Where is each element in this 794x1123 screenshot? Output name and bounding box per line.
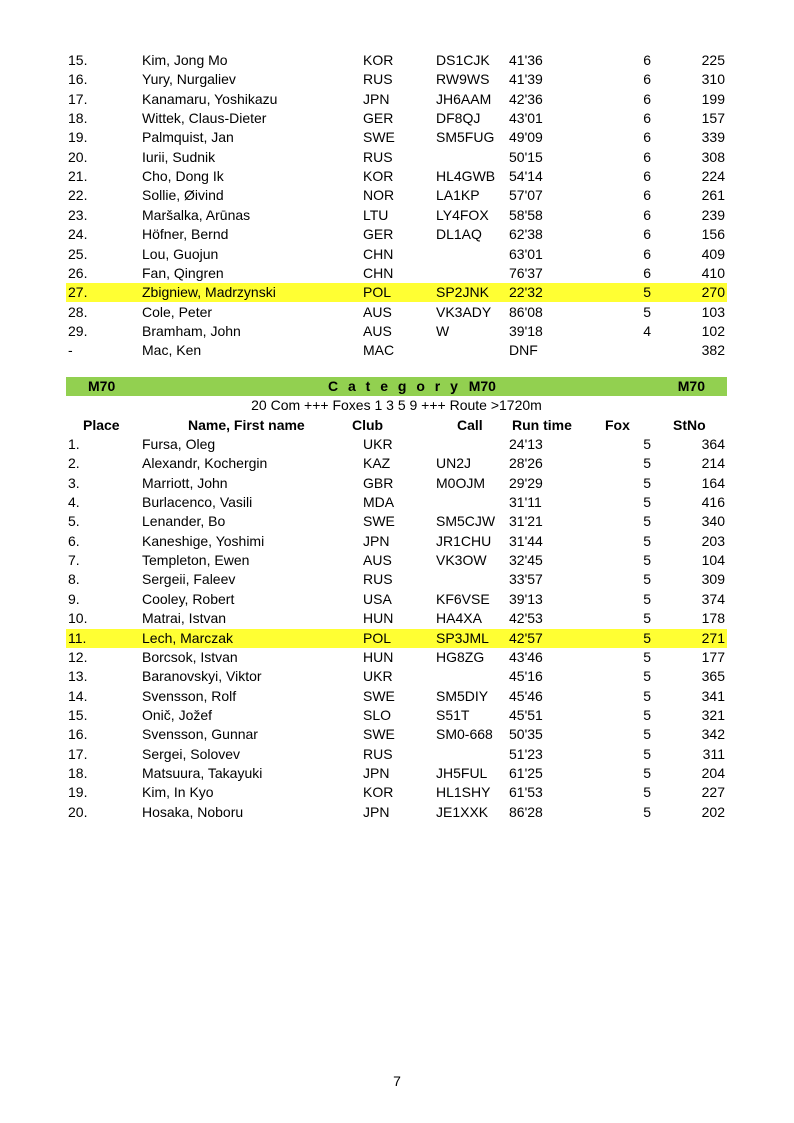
place-cell: 19. — [68, 784, 88, 801]
club-cell: UKR — [363, 668, 393, 685]
place-cell: 6. — [68, 532, 80, 549]
table-row — [66, 186, 727, 205]
name-cell: Lenander, Bo — [142, 513, 226, 530]
place-cell: 29. — [68, 322, 88, 339]
stno-cell: 341 — [701, 687, 725, 704]
run-time-cell: 42'53 — [509, 610, 543, 627]
place-cell: 5. — [68, 513, 80, 530]
place-cell: 27. — [68, 284, 88, 301]
club-cell: AUS — [363, 303, 392, 320]
table-row — [66, 803, 727, 822]
club-cell: HUN — [363, 610, 394, 627]
club-cell: SWE — [363, 129, 395, 146]
column-headers — [66, 416, 727, 435]
table-row — [66, 687, 727, 706]
run-time-cell: 39'18 — [509, 322, 543, 339]
run-time-cell: 39'13 — [509, 590, 543, 607]
category-header-bar — [66, 377, 727, 396]
fox-cell: 5 — [643, 706, 651, 723]
stno-cell: 374 — [701, 590, 725, 607]
call-cell: DF8QJ — [436, 110, 481, 127]
name-cell: Lou, Guojun — [142, 245, 219, 262]
club-cell: JPN — [363, 532, 390, 549]
table-row — [66, 648, 727, 667]
stno-cell: 164 — [701, 474, 725, 491]
place-cell: 15. — [68, 52, 88, 68]
place-cell: 21. — [68, 168, 88, 185]
name-cell: Kim, Jong Mo — [142, 52, 228, 68]
stno-cell: 308 — [701, 148, 725, 165]
table-row — [66, 474, 727, 493]
name-cell: Kim, In Kyo — [142, 784, 214, 801]
name-cell: Mac, Ken — [142, 342, 202, 359]
call-cell: M0OJM — [436, 474, 485, 491]
name-cell: Templeton, Ewen — [142, 552, 250, 569]
category-right-label: M70 — [677, 378, 705, 394]
stno-cell: 410 — [701, 264, 725, 281]
club-cell: JPN — [363, 764, 390, 781]
stno-cell: 204 — [701, 764, 725, 781]
club-cell: GER — [363, 110, 394, 127]
fox-cell: 5 — [643, 436, 651, 452]
call-cell: S51T — [436, 706, 470, 723]
run-time-cell: 22'32 — [509, 284, 543, 301]
place-cell: 1. — [68, 436, 80, 452]
place-cell: 11. — [68, 629, 87, 646]
table-row — [66, 322, 727, 341]
place-cell: 10. — [68, 610, 88, 627]
fox-cell: 5 — [643, 494, 651, 511]
table-row — [66, 493, 727, 512]
club-cell: RUS — [363, 571, 393, 588]
name-cell: Lech, Marczak — [142, 629, 234, 646]
run-time-cell: 62'38 — [509, 226, 543, 243]
table-row — [66, 245, 727, 264]
header-stno: StNo — [673, 417, 706, 433]
run-time-cell: 31'21 — [509, 513, 543, 530]
place-cell: 13. — [68, 668, 88, 685]
fox-cell: 6 — [643, 168, 651, 185]
name-cell: Onič, Jožef — [142, 706, 213, 723]
fox-cell: 5 — [643, 648, 651, 665]
table-row — [66, 435, 727, 454]
place-cell: 26. — [68, 264, 88, 281]
call-cell: DS1CJK — [436, 52, 490, 68]
name-cell: Marriott, John — [142, 474, 228, 491]
place-cell: 25. — [68, 245, 88, 262]
place-cell: 16. — [68, 71, 88, 88]
run-time-cell: 51'23 — [509, 745, 543, 762]
stno-cell: 311 — [702, 745, 725, 762]
stno-cell: 227 — [701, 784, 725, 801]
club-cell: USA — [363, 590, 392, 607]
table-row — [66, 303, 727, 322]
name-cell: Maršalka, Arūnas — [142, 206, 251, 223]
call-cell: SM5CJW — [436, 513, 496, 530]
name-cell: Alexandr, Kochergin — [142, 455, 268, 472]
club-cell: SWE — [363, 726, 395, 743]
fox-cell: 5 — [643, 668, 651, 685]
table-row — [66, 51, 727, 70]
stno-cell: 199 — [701, 90, 725, 107]
fox-cell: 6 — [643, 129, 651, 146]
table-row — [66, 341, 727, 360]
run-time-cell: 31'44 — [509, 532, 543, 549]
stno-cell: 156 — [701, 226, 725, 243]
call-cell: HL1SHY — [436, 784, 491, 801]
name-cell: Svensson, Rolf — [142, 687, 237, 704]
run-time-cell: 61'53 — [509, 784, 543, 801]
place-cell: - — [68, 342, 73, 359]
header-run-time: Run time — [512, 417, 572, 433]
fox-cell: 5 — [643, 610, 651, 627]
run-time-cell: 45'51 — [509, 706, 543, 723]
place-cell: 9. — [68, 590, 80, 607]
place-cell: 28. — [68, 303, 88, 320]
club-cell: RUS — [363, 71, 393, 88]
header-place: Place — [83, 417, 120, 433]
run-time-cell: 43'01 — [509, 110, 543, 127]
club-cell: LTU — [363, 206, 389, 223]
fox-cell: 4 — [643, 322, 651, 339]
name-cell: Sergeii, Faleev — [142, 571, 236, 588]
table-row — [66, 590, 727, 609]
table-row — [66, 745, 727, 764]
run-time-cell: 49'09 — [509, 129, 543, 146]
fox-cell: 5 — [643, 552, 651, 569]
table-row — [66, 206, 727, 225]
call-cell: JR1CHU — [436, 532, 492, 549]
table-row — [66, 551, 727, 570]
call-cell: KF6VSE — [436, 590, 490, 607]
stno-cell: 321 — [701, 706, 725, 723]
fox-cell: 5 — [643, 784, 651, 801]
club-cell: RUS — [363, 745, 393, 762]
name-cell: Burlacenco, Vasili — [142, 494, 253, 511]
name-cell: Yury, Nurgaliev — [142, 71, 236, 88]
fox-cell: 5 — [643, 571, 651, 588]
call-cell: VK3OW — [436, 552, 487, 569]
run-time-cell: 32'45 — [509, 552, 543, 569]
table-row — [66, 629, 727, 648]
place-cell: 24. — [68, 226, 88, 243]
stno-cell: 364 — [701, 436, 725, 452]
place-cell: 16. — [68, 726, 88, 743]
table-row — [66, 532, 727, 551]
stno-cell: 382 — [701, 342, 725, 359]
place-cell: 8. — [68, 571, 80, 588]
run-time-cell: 58'58 — [509, 206, 543, 223]
name-cell: Borcsok, Istvan — [142, 648, 238, 665]
category-title — [328, 378, 496, 394]
club-cell: SWE — [363, 687, 395, 704]
club-cell: JPN — [363, 90, 390, 107]
club-cell: CHN — [363, 245, 394, 262]
club-cell: POL — [363, 629, 392, 646]
table-row — [66, 454, 727, 473]
stno-cell: 339 — [701, 129, 725, 146]
call-cell: UN2J — [436, 455, 472, 472]
name-cell: Zbigniew, Madrzynski — [142, 284, 276, 301]
club-cell: JPN — [363, 803, 390, 820]
run-time-cell: 63'01 — [509, 245, 543, 262]
route-info: 20 Com +++ Foxes 1 3 5 9 +++ Route >1720m — [251, 397, 542, 413]
stno-cell: 239 — [701, 206, 725, 223]
run-time-cell: 86'28 — [509, 803, 543, 820]
run-time-cell: 54'14 — [509, 168, 543, 185]
fox-cell: 5 — [643, 455, 651, 472]
stno-cell: 177 — [701, 648, 725, 665]
place-cell: 17. — [68, 90, 88, 107]
run-time-cell: 42'57 — [509, 629, 543, 646]
name-cell: Palmquist, Jan — [142, 129, 234, 146]
category-title-prefix: C a t e g o r y — [328, 378, 461, 394]
stno-cell: 104 — [701, 552, 725, 569]
fox-cell: 5 — [643, 590, 651, 607]
name-cell: Hosaka, Noboru — [142, 803, 244, 820]
run-time-cell: 29'29 — [509, 474, 543, 491]
stno-cell: 178 — [701, 610, 725, 627]
fox-cell: 5 — [643, 513, 651, 530]
category-left-label: M70 — [88, 378, 116, 394]
header-fox: Fox — [605, 417, 630, 433]
stno-cell: 157 — [701, 110, 725, 127]
club-cell: NOR — [363, 187, 395, 204]
run-time-cell: 41'36 — [509, 52, 543, 68]
run-time-cell: 50'15 — [509, 148, 543, 165]
run-time-cell: 45'46 — [509, 687, 543, 704]
call-cell: HG8ZG — [436, 648, 485, 665]
name-cell: Iurii, Sudnik — [142, 148, 216, 165]
fox-cell: 5 — [643, 629, 651, 646]
club-cell: MDA — [363, 494, 395, 511]
table-row — [66, 283, 727, 302]
club-cell: GER — [363, 226, 394, 243]
club-cell: GBR — [363, 474, 394, 491]
place-cell: 12. — [68, 648, 88, 665]
table-row — [66, 667, 727, 686]
stno-cell: 340 — [701, 513, 725, 530]
name-cell: Fursa, Oleg — [142, 436, 216, 452]
name-cell: Cooley, Robert — [142, 590, 235, 607]
club-cell: SWE — [363, 513, 395, 530]
fox-cell: 6 — [643, 90, 651, 107]
club-cell: SLO — [363, 706, 392, 723]
club-cell: CHN — [363, 264, 394, 281]
name-cell: Sollie, Øivind — [142, 187, 224, 204]
stno-cell: 310 — [701, 71, 725, 88]
club-cell: HUN — [363, 648, 394, 665]
place-cell: 17. — [68, 745, 88, 762]
call-cell: VK3ADY — [436, 303, 492, 320]
stno-cell: 225 — [701, 52, 725, 68]
run-time-cell: 43'46 — [509, 648, 543, 665]
club-cell: KOR — [363, 52, 394, 68]
stno-cell: 270 — [701, 284, 725, 301]
stno-cell: 261 — [701, 187, 725, 204]
name-cell: Cho, Dong Ik — [142, 168, 224, 185]
run-time-cell: 42'36 — [509, 90, 543, 107]
fox-cell: 5 — [643, 764, 651, 781]
name-cell: Kaneshige, Yoshimi — [142, 532, 265, 549]
place-cell: 7. — [68, 552, 80, 569]
table-row — [66, 167, 727, 186]
club-cell: RUS — [363, 148, 393, 165]
call-cell: HL4GWB — [436, 168, 496, 185]
table-row — [66, 225, 727, 244]
fox-cell: 6 — [643, 52, 651, 68]
stno-cell: 365 — [701, 668, 725, 685]
call-cell: JH6AAM — [436, 90, 492, 107]
table-row — [66, 109, 727, 128]
call-cell: DL1AQ — [436, 226, 482, 243]
call-cell: HA4XA — [436, 610, 482, 627]
club-cell: UKR — [363, 436, 393, 452]
place-cell: 15. — [68, 706, 88, 723]
run-time-cell: 76'37 — [509, 264, 543, 281]
run-time-cell: 24'13 — [509, 436, 543, 452]
place-cell: 14. — [68, 687, 88, 704]
call-cell: SM5DIY — [436, 687, 489, 704]
fox-cell: 6 — [643, 264, 651, 281]
fox-cell: 5 — [643, 726, 651, 743]
club-cell: KAZ — [363, 455, 391, 472]
place-cell: 4. — [68, 494, 80, 511]
run-time-cell: 61'25 — [509, 764, 543, 781]
call-cell: LA1KP — [436, 187, 480, 204]
stno-cell: 103 — [701, 303, 725, 320]
club-cell: KOR — [363, 784, 394, 801]
table-row — [66, 609, 727, 628]
run-time-cell: 50'35 — [509, 726, 543, 743]
fox-cell: 5 — [643, 474, 651, 491]
name-cell: Cole, Peter — [142, 303, 213, 320]
category-title-code: M70 — [468, 378, 496, 394]
header-call: Call — [457, 417, 483, 433]
table-row — [66, 783, 727, 802]
stno-cell: 224 — [701, 168, 725, 185]
run-time-cell: 57'07 — [509, 187, 543, 204]
table-row — [66, 90, 727, 109]
name-cell: Svensson, Gunnar — [142, 726, 258, 743]
call-cell: SM5FUG — [436, 129, 495, 146]
run-time-cell: 28'26 — [509, 455, 543, 472]
table-row — [66, 148, 727, 167]
stno-cell: 309 — [701, 571, 725, 588]
stno-cell: 214 — [701, 455, 725, 472]
place-cell: 2. — [68, 455, 80, 472]
call-cell: JH5FUL — [436, 764, 488, 781]
place-cell: 18. — [68, 764, 88, 781]
call-cell: RW9WS — [436, 71, 490, 88]
fox-cell: 5 — [643, 803, 651, 820]
fox-cell: 5 — [643, 284, 651, 301]
place-cell: 3. — [68, 474, 80, 491]
header-club: Club — [352, 417, 384, 433]
stno-cell: 416 — [701, 494, 725, 511]
table-row — [66, 725, 727, 744]
table-row — [66, 264, 727, 283]
fox-cell: 6 — [643, 245, 651, 262]
call-cell: SM0-668 — [436, 726, 493, 743]
place-cell: 18. — [68, 110, 88, 127]
place-cell: 22. — [68, 187, 88, 204]
stno-cell: 409 — [701, 245, 725, 262]
stno-cell: 102 — [701, 322, 725, 339]
name-cell: Wittek, Claus-Dieter — [142, 110, 267, 127]
table-row — [66, 512, 727, 531]
club-cell: POL — [363, 284, 392, 301]
call-cell: W — [436, 322, 450, 339]
club-cell: KOR — [363, 168, 394, 185]
fox-cell: 6 — [643, 148, 651, 165]
name-cell: Matrai, Istvan — [142, 610, 227, 627]
page-number: 7 — [393, 1073, 401, 1089]
fox-cell: 5 — [643, 532, 651, 549]
name-cell: Höfner, Bernd — [142, 226, 229, 243]
stno-cell: 342 — [701, 726, 725, 743]
name-cell: Fan, Qingren — [142, 264, 224, 281]
run-time-cell: 33'57 — [509, 571, 543, 588]
fox-cell: 6 — [643, 110, 651, 127]
call-cell: JE1XXK — [436, 803, 489, 820]
place-cell: 20. — [68, 803, 88, 820]
name-cell: Bramham, John — [142, 322, 241, 339]
call-cell: LY4FOX — [436, 206, 489, 223]
table-row — [66, 706, 727, 725]
table-row — [66, 128, 727, 147]
name-cell: Baranovskyi, Viktor — [142, 668, 262, 685]
stno-cell: 202 — [701, 803, 725, 820]
club-cell: MAC — [363, 342, 395, 359]
run-time-cell: DNF — [509, 342, 538, 359]
table-row — [66, 764, 727, 783]
club-cell: AUS — [363, 552, 392, 569]
fox-cell: 6 — [643, 226, 651, 243]
stno-cell: 271 — [701, 629, 725, 646]
fox-cell: 6 — [643, 71, 651, 88]
run-time-cell: 31'11 — [509, 494, 542, 511]
fox-cell: 5 — [643, 687, 651, 704]
name-cell: Sergei, Solovev — [142, 745, 241, 762]
place-cell: 20. — [68, 148, 88, 165]
place-cell: 23. — [68, 206, 88, 223]
fox-cell: 5 — [643, 303, 651, 320]
fox-cell: 6 — [643, 187, 651, 204]
run-time-cell: 41'39 — [509, 71, 543, 88]
run-time-cell: 86'08 — [509, 303, 543, 320]
header-name: Name, First name — [188, 417, 305, 433]
stno-cell: 203 — [701, 532, 725, 549]
table-row — [66, 570, 727, 589]
call-cell: SP3JML — [436, 629, 489, 646]
fox-cell: 5 — [643, 745, 651, 762]
name-cell: Matsuura, Takayuki — [142, 764, 263, 781]
name-cell: Kanamaru, Yoshikazu — [142, 90, 278, 107]
run-time-cell: 45'16 — [509, 668, 543, 685]
fox-cell: 6 — [643, 206, 651, 223]
club-cell: AUS — [363, 322, 392, 339]
table-row — [66, 70, 727, 89]
place-cell: 19. — [68, 129, 88, 146]
call-cell: SP2JNK — [436, 284, 489, 301]
